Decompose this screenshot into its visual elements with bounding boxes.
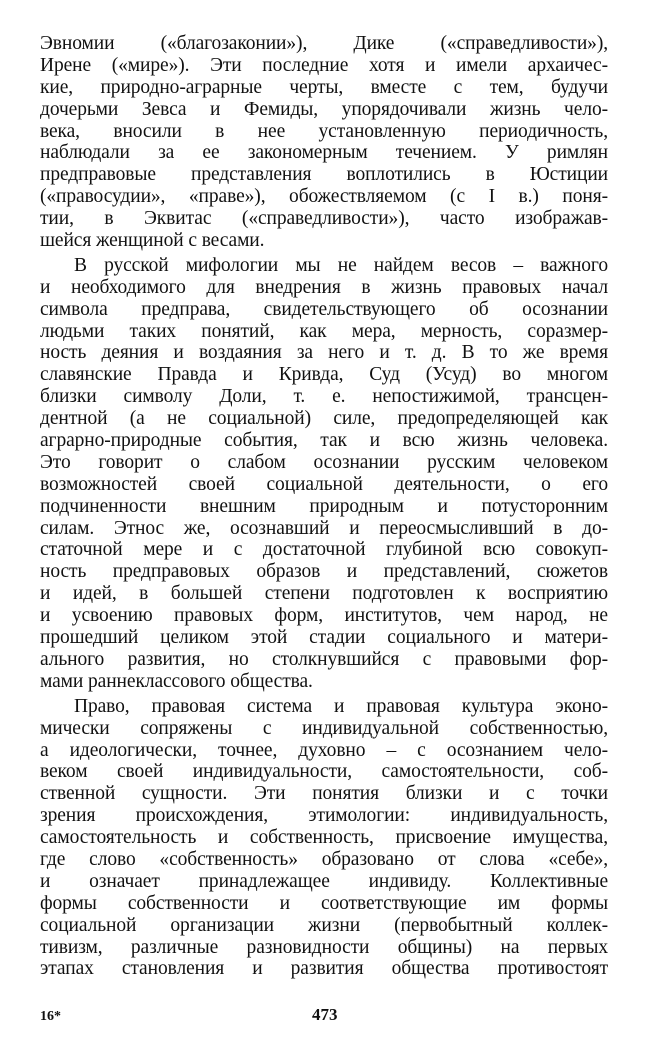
page-body xyxy=(40,33,608,980)
text-line: Ирене («мире»). Эти последние хотя и имели архаичес- xyxy=(40,54,608,76)
text-line: прошедший целиком этой стадии социального и матери- xyxy=(40,627,608,649)
text-line: где слово «собственность» образовано от слова «себе», xyxy=(40,848,608,870)
text-line: («правосудии», «праве»), обожествляемом (с I в.) поня- xyxy=(40,186,608,208)
text-line: этапах становления и развития общества противостоят xyxy=(40,958,608,980)
text-line: тивизм, различные разновидности общины) на первых xyxy=(40,936,608,958)
text-line: дочерьми Зевса и Фемиды, упорядочивали жизнь чело- xyxy=(40,98,608,120)
text-line: веком своей индивидуальности, самостоятельности, соб- xyxy=(40,761,608,783)
text-line: кие, природно-аграрные черты, вместе с тем, будучи xyxy=(40,76,608,98)
text-line: социальной организации жизни (первобытный коллек- xyxy=(40,914,608,936)
paragraph-2 xyxy=(40,255,608,693)
text-line: Это говорит о слабом осознании русским человеком xyxy=(40,451,608,473)
text-line: и усвоению правовых форм, институтов, чем народ, не xyxy=(40,605,608,627)
text-line: и идей, в большей степени подготовлен к восприятию xyxy=(40,583,608,605)
text-line: ность деяния и воздаяния за него и т. д. В то же время xyxy=(40,342,608,364)
text-line: статочной мере и с достаточной глубиной всю совокуп- xyxy=(40,539,608,561)
text-line: Эвномии («благозаконии»), Дике («справедливости»), xyxy=(40,33,608,54)
text-line: близки символу Доли, т. е. непостижимой, трансцен- xyxy=(40,386,608,408)
text-line: славянские Правда и Кривда, Суд (Усуд) во многом xyxy=(40,364,608,386)
text-line: дентной (а не социальной) силе, предопределяющей как xyxy=(40,408,608,430)
page-footer xyxy=(0,1005,653,1029)
text-line: ственной сущности. Эти понятия близки и с точки xyxy=(40,783,608,805)
text-line: аграрно-природные события, так и всю жизнь человека. xyxy=(40,430,608,452)
text-line: наблюдали за ее закономерным течением. У римлян xyxy=(40,142,608,164)
text-line: Право, правовая система и правовая культура эконо- xyxy=(74,695,608,717)
paragraph-3 xyxy=(40,696,608,981)
page-number: 473 xyxy=(312,1005,338,1024)
text-line: символа предправа, свидетельствующего об осознании xyxy=(40,298,608,320)
text-line: формы собственности и соответствующие им формы xyxy=(40,892,608,914)
paragraph-1 xyxy=(40,33,608,252)
text-line: В русской мифологии мы не найдем весов – важного xyxy=(74,254,608,276)
text-line: и необходимого для внедрения в жизнь правовых начал xyxy=(40,276,608,298)
text-line: самостоятельность и собственность, присвоение имущества, xyxy=(40,827,608,849)
signature-mark: 16* xyxy=(40,1009,61,1024)
text-line: тии, в Эквитас («справедливости»), часто изображав- xyxy=(40,208,608,230)
text-line: ального развития, но столкнувшийся с правовыми фор- xyxy=(40,648,608,670)
text-line: мически сопряжены с индивидуальной собственностью, xyxy=(40,717,608,739)
text-line: мами раннеклассового общества. xyxy=(40,670,313,692)
text-line: шейся женщиной с весами. xyxy=(40,230,265,252)
text-line: предправовые представления воплотились в Юстиции xyxy=(40,164,608,186)
text-line: людьми таких понятий, как мера, мерность, соразмер- xyxy=(40,320,608,342)
text-line: силам. Этнос же, осознавший и переосмысливший в до- xyxy=(40,517,608,539)
text-line: и означает принадлежащее индивиду. Коллективные xyxy=(40,870,608,892)
text-line: возможностей своей социальной деятельности, о его xyxy=(40,473,608,495)
text-line: ность предправовых образов и представлений, сюжетов xyxy=(40,561,608,583)
text-line: подчиненности внешним природным и потусторонним xyxy=(40,495,608,517)
text-line: а идеологически, точнее, духовно – с осознанием чело- xyxy=(40,739,608,761)
text-line: века, вносили в нее установленную периодичность, xyxy=(40,120,608,142)
text-line: зрения происхождения, этимологии: индивидуальность, xyxy=(40,805,608,827)
